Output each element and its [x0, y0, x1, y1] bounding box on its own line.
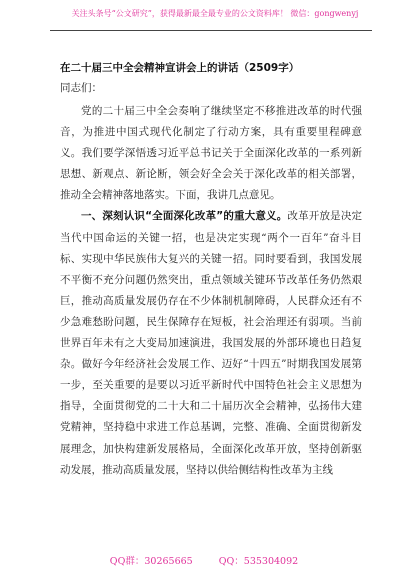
footer-qq-group: QQ群：30265665 [109, 556, 193, 567]
paragraph-intro: 党的二十届三中全会奏响了继续坚定不移推进改革的时代强音，为推进中国式现代化制定了行动方案，具有重要里程碑意义。我们要学深悟透习近平总书记关于全面深化改革的一系列新思想、新观点、新论断，领会好全会关于深化改革的相关部署，推动全会精神落地落实。下面，我讲几点意见。 [60, 105, 362, 202]
section-1-text: 改革开放是决定当代中国命运的关键一招，也是决定实现“两个一百年”奋斗目标、实现中华民族伟大复兴的关键一招。同时要看到，我国发展不平衡不充分问题仍然突出，重点领域关键环节改革任务仍然艰巨，推动高质量发展仍存在不少体制机制障碍，人民群众还有不少急难愁盼问题，民生保障存在短板，社会治理还有弱项。当前世界百年未有之大变局加速演进，我国发展的外部环境也日趋复杂。做好今年经济社会发展工作、迈好“十四五”时期我国发展第一步，至关重要的是要以习近平新时代中国特色社会主义思想为指导，全面贯彻党的二十大和二十届历次全会精神，弘扬伟大建党精神，坚持稳中求进工作总基调，完整、准确、全面贯彻新发展理念，加快构建新发展格局，全面深化改革开放，坚持创新驱动发展，推动高质量发展，坚持以供给侧结构性改革为主线 [60, 210, 363, 476]
header-divider [50, 30, 372, 31]
paragraph-section-1 [60, 206, 362, 480]
footer-qq-number: QQ：535304092 [218, 556, 299, 567]
document-title: 在二十届三中全会精神宣讲会上的讲话（2509字） [60, 62, 300, 74]
footer-contact [0, 556, 408, 568]
header-promo-note: 关注头条号“公文研究”，获得最新最全最专业的公文资料库！ 微信：gongwenyj [71, 9, 359, 18]
salutation: 同志们： [60, 82, 102, 94]
document-body [60, 101, 362, 481]
section-heading-1: 一、深刻认识“全面深化改革”的重大意义。 [81, 210, 288, 223]
